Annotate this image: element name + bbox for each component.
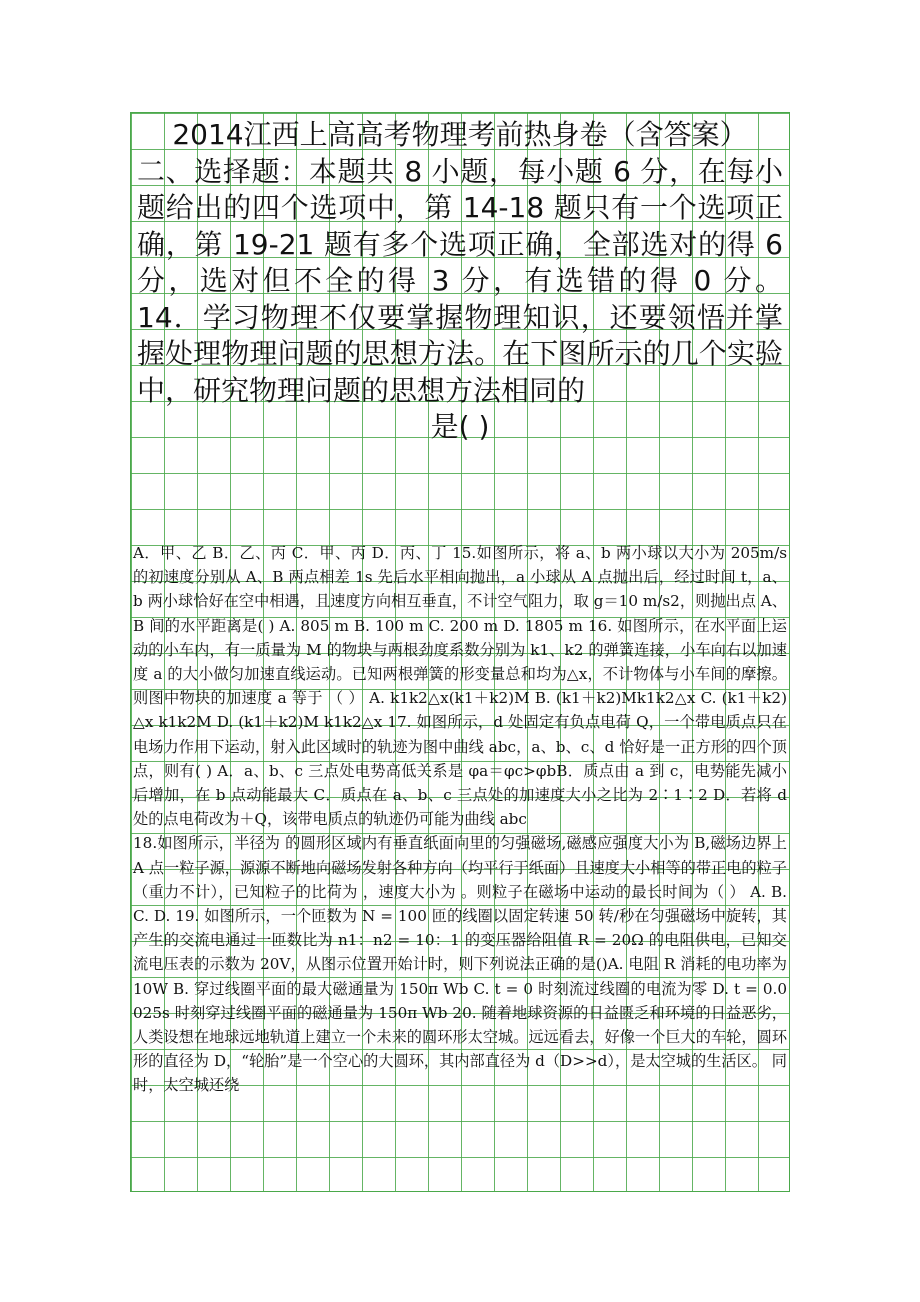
document-header (131, 113, 789, 446)
questions-body (131, 541, 789, 1098)
section-intro: 二、选择题：本题共 8 小题，每小题 6 分，在每小题给出的四个选项中，第 14-18 题只有一个选项正确，第 19-21 题有多个选项正确，全部选对的得 6 分，选对但不全的得 3 分，有选错的得 0 分。 14．学习物理不仅要掌握物理知识，还要领悟并掌握处理物理问题的思想方法。在下图所示的几个实验中，研究物理问题的思想方法相同的 (137, 154, 783, 407)
question-14-blank: 是( ) (430, 410, 490, 443)
grid-paper-sheet (130, 112, 790, 1192)
questions-18-to-20: 18.如图所示，半径为 的圆形区域内有垂直纸面向里的匀强磁场,磁感应强度大小为 B,磁场边界上 A 点一粒子源，源源不断地向磁场发射各种方向（均平行于纸面）且速度大小相等的带正电的粒子（重力不计），已知粒子的比荷为 ，速度大小为 。则粒子在磁场中运动的最长时间为（ ） A. B. C. D. 19. 如图所示，一个匝数为 N = 100 匝的线圈以固定转速 50 转/秒在匀强磁场中旋转，其产生的交流电通过一匝数比为 n1：n2 = 10：1 的变压器给阻值 R = 20Ω 的电阻供电，已知交流电压表的示数为 20V，从图示位置开始计时，则下列说法正确的是()A. 电阻 R 消耗的电功率为 10W B. 穿过线圈平面的最大磁通量为 150π Wb C. t = 0 时刻流过线圈的电流为零 D. t = 0.0025s 时刻穿过线圈平面的磁通量为 150π Wb 20. 随着地球资源的日益匮乏和环境的日益恶劣，人类设想在地球远地轨道上建立一个未来的圆环形太空城。远远看去，好像一个巨大的车轮，圆环形的直径为 D，“轮胎”是一个空心的大圆环，其内部直径为 d（D>>d），是太空城的生活区。 同时，太空城还绕 (133, 834, 787, 1095)
questions-14-to-17: A．甲、乙 B．乙、丙 C．甲、丙 D．丙、丁 15.如图所示，将 a、b 两小球以大小为 205m/s 的初速度分别从 A、B 两点相差 1s 先后水平相向抛出，a 小球从 A 点抛出后，经过时间 t，a、b 两小球恰好在空中相遇，且速度方向相互垂直，不计空气阻力，取 g＝10 m/s2，则抛出点 A、B 间的水平距离是( ) A. 805 m B. 100 m C. 200 m D. 1805 m 16. 如图所示，在水平面上运动的小车内，有一质量为 M 的物块与两根劲度系数分别为 k1、k2 的弹簧连接，小车向右以加速度 a 的大小做匀加速直线运动。已知两根弹簧的形变量总和均为△x，不计物体与小车间的摩擦。则图中物块的加速度 a 等于 （ ） A. k1k2△x(k1＋k2)M B. (k1＋k2)Mk1k2△x C. (k1＋k2)△x k1k2M D. (k1＋k2)M k1k2△x 17. 如图所示，d 处固定有负点电荷 Q，一个带电质点只在电场力作用下运动，射入此区域时的轨迹为图中曲线 abc，a、b、c、d 恰好是一正方形的四个顶点，则有( ) A．a、b、c 三点处电势高低关系是 φa＝φc>φbB．质点由 a 到 c，电势能先减小后增加，在 b 点动能最大 C．质点在 a、b、c 三点处的加速度大小之比为 2∶1∶2 D．若将 d 处的点电荷改为＋Q，该带电质点的轨迹仍可能为曲线 abc (133, 544, 787, 829)
document-title: 2014江西上高高考物理考前热身卷（含答案） (172, 118, 748, 151)
